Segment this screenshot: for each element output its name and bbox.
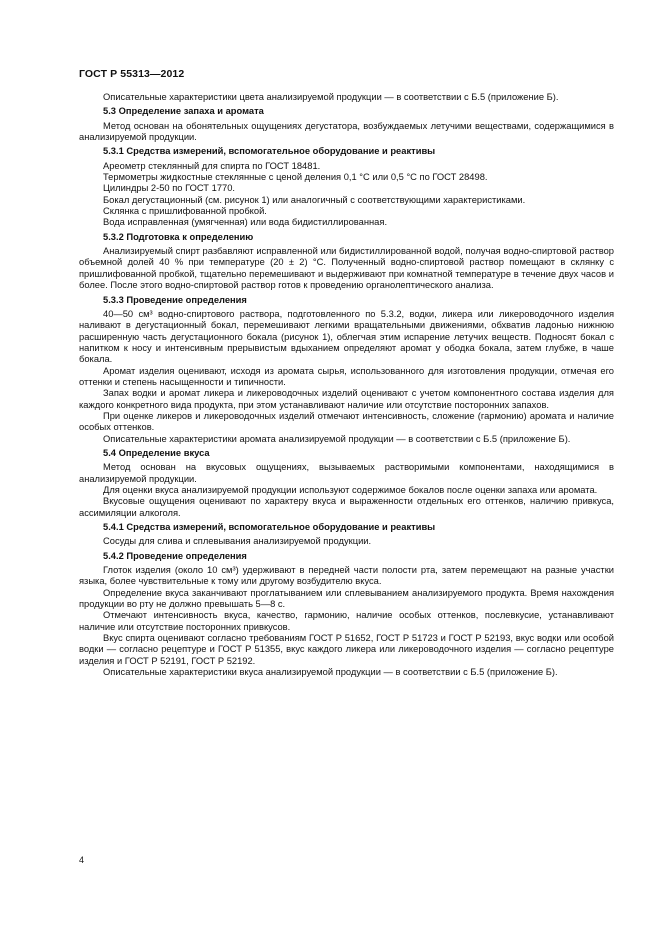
paragraph: Анализируемый спирт разбавляют исправленной или бидистиллированной водой, получая водно-спиртовой раствор объемной долей 40 % при температуре (20 ± 2) °С. Полученный водно-спиртовой раствор помещают в склянку с пришлифованной пробкой, тщательно перемешивают и выдерживают при комнатной температуре в течение двух часов и более. После этого водно-спиртовой раствор готов к проведению органолептического анализа.: [79, 246, 614, 291]
equipment-item: Склянка с пришлифованной пробкой.: [103, 206, 267, 217]
paragraph: Для оценки вкуса анализируемой продукции используют содержимое бокалов после оценки запаха или аромата.: [103, 485, 598, 495]
document-header: ГОСТ Р 55313—2012: [79, 68, 185, 80]
paragraph: Описательные характеристики вкуса анализируемой продукции — в соответствии с Б.5 (приложение Б).: [103, 667, 558, 678]
equipment-item: Бокал дегустационный (см. рисунок 1) или аналогичный с соответствующими характеристиками.: [103, 194, 526, 205]
subsection-heading: 5.3.3 Проведение определения: [103, 294, 247, 305]
subsection-heading: 5.4.2 Проведение определения: [103, 550, 247, 561]
paragraph: Отмечают интенсивность вкуса, качество, гармонию, наличие особых оттенков, послевкусие, устанавливают наличие или отсутствие посторонних привкусов.: [79, 610, 614, 632]
subsection-heading: 5.3.2 Подготовка к определению: [103, 231, 254, 242]
document-body: [79, 92, 614, 679]
paragraph: Определение вкуса заканчивают проглатыванием или сплевыванием анализируемого продукта. Время нахождения продукции во рту не должно превышать 5—8 с.: [79, 587, 614, 610]
paragraph: Описательные характеристики аромата анализируемой продукции — в соответствии с Б.5 (приложение Б).: [103, 433, 571, 444]
section-heading: 5.3 Определение запаха и аромата: [103, 106, 264, 117]
page-number: 4: [79, 855, 85, 865]
paragraph: Метод основан на вкусовых ощущениях, вызываемых растворимыми компонентами, находящимися в анализируемой продукции.: [79, 462, 614, 484]
equipment-item: Сосуды для слива и сплевывания анализируемой продукции.: [103, 536, 372, 547]
paragraph: 40—50 см³ водно-спиртового раствора, подготовленного по 5.3.2, водки, ликера или ликероводочного изделия наливают в дегустационный бокал, перемешивают легкими вращательными движениями, обхватив ладонью нижнюю расширенную часть дегустационного бокала (рисунок 1), облегчая этим испарение летучих веществ. Подносят бокал с напитком к носу и интенсивным прерывистым вдыханием определяют аромат у ободка бокала, затем глубже, в чаше бокала.: [79, 308, 614, 365]
subsection-heading: 5.4.1 Средства измерений, вспомогательное оборудование и реактивы: [103, 522, 436, 533]
paragraph: Вкус спирта оценивают согласно требованиям ГОСТ Р 51652, ГОСТ Р 51723 и ГОСТ Р 52193, вкус водки или особой водки — согласно рецептуре и ГОСТ Р 51355, вкус каждого ликера или ликероводочного изделия — согласно рецептуре изделия и ГОСТ Р 52191, ГОСТ Р 52192.: [79, 633, 614, 666]
paragraph: Глоток изделия (около 10 см³) удерживают в передней части полости рта, затем перемещают на разные участки языка, более чувствительные к тому или другому возбудителю вкуса.: [79, 565, 614, 587]
paragraph: Запах водки и аромат ликера и ликероводочных изделий оценивают с учетом компонентного состава изделия для каждого конкретного вида продукта, при этом устанавливают наличие или отсутствие посторонних запахов.: [79, 388, 614, 410]
equipment-item: Ареометр стеклянный для спирта по ГОСТ 18481.: [103, 160, 321, 171]
equipment-item: Термометры жидкостные стеклянные с ценой деления 0,1 °С или 0,5 °С по ГОСТ 28498.: [103, 172, 488, 183]
section-heading: 5.4 Определение вкуса: [103, 447, 210, 458]
paragraph: Вкусовые ощущения оценивают по характеру вкуса и выраженности отдельных его оттенков, наличию привкуса, ассимиляции алкоголя.: [79, 496, 614, 518]
subsection-heading: 5.3.1 Средства измерений, вспомогательное оборудование и реактивы: [103, 146, 436, 157]
paragraph: Аромат изделия оценивают, исходя из аромата сырья, использованного для изготовления продукции, отмечая его оттенки и степень насыщенности и типичности.: [79, 365, 614, 387]
equipment-item: Вода исправленная (умягченная) или вода бидистиллированная.: [103, 217, 388, 228]
paragraph: При оценке ликеров и ликероводочных изделий отмечают интенсивность, сложение (гармонию) аромата и наличие особых оттенков.: [79, 410, 614, 433]
paragraph: Описательные характеристики цвета анализируемой продукции — в соответствии с Б.5 (приложение Б).: [103, 92, 559, 102]
paragraph: Метод основан на обонятельных ощущениях дегустатора, возбуждаемых летучими веществами, содержащимися в анализируемой продукции.: [79, 120, 614, 143]
equipment-item: Цилиндры 2-50 по ГОСТ 1770.: [103, 183, 235, 194]
